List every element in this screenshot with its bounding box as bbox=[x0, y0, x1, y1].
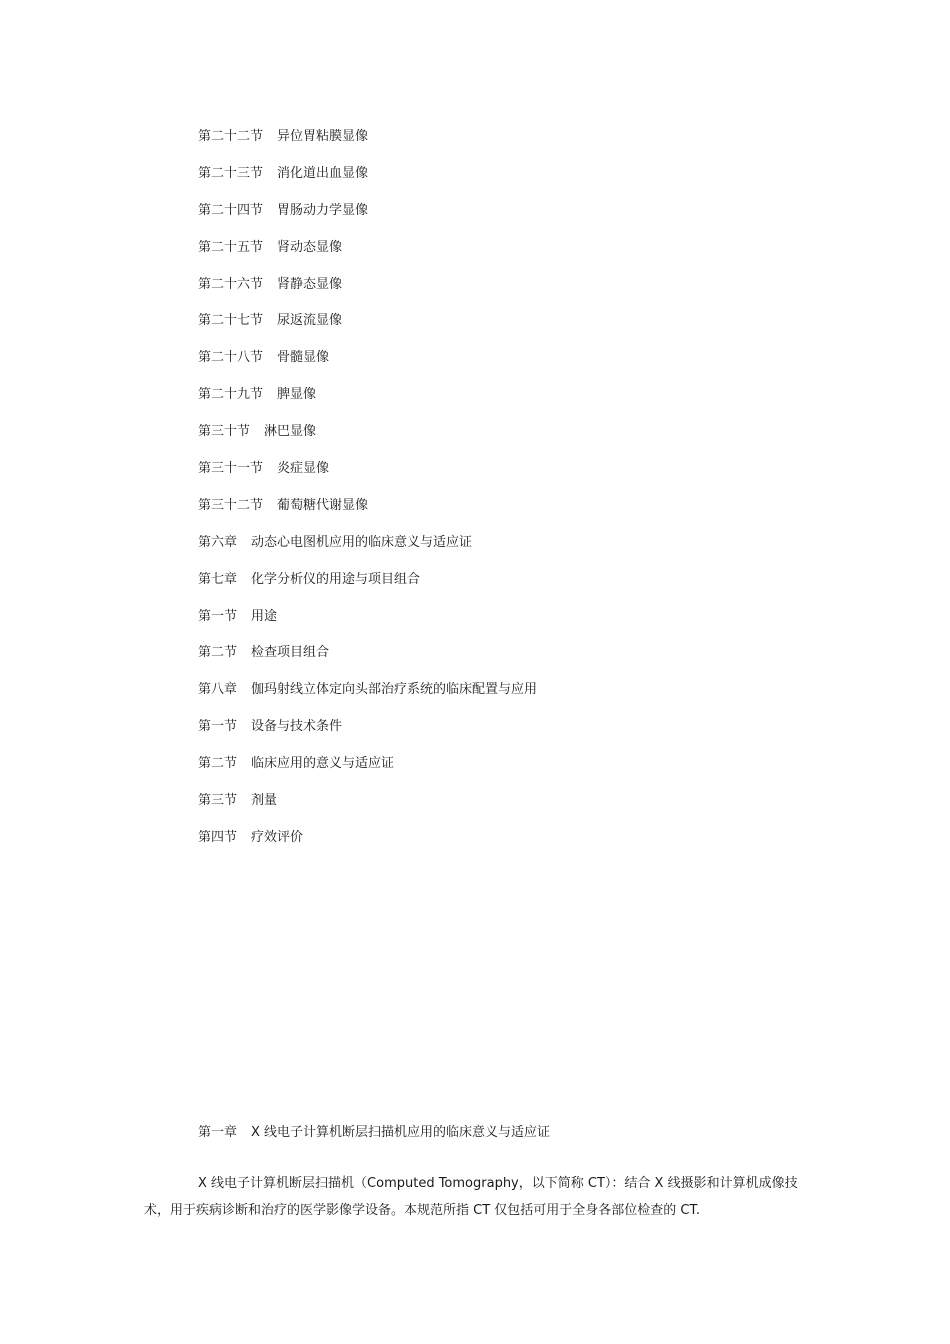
toc-entry bbox=[198, 753, 537, 790]
toc-entry-number: 第三节 bbox=[198, 793, 238, 809]
toc-entry-number: 第八章 bbox=[198, 682, 238, 698]
toc-entry-title: 葡萄糖代谢显像 bbox=[277, 497, 369, 513]
toc-entry-number: 第二十六节 bbox=[198, 276, 264, 292]
toc-entry bbox=[198, 200, 537, 237]
toc-entry-title: 用途 bbox=[251, 608, 278, 624]
toc-entry bbox=[198, 384, 537, 421]
toc-entry bbox=[198, 532, 537, 569]
chapter-number: 第一章 bbox=[198, 1125, 238, 1140]
toc-entry-title: 疗效评价 bbox=[251, 829, 304, 845]
body-paragraph: X 线电子计算机断层扫描机（Computed Tomography，以下简称 CT）：结合 X 线摄影和计算机成像技术，用于疾病诊断和治疗的医学影像学设备。本规范所指 CT 仅包括可用于全身各部位检查的 CT. bbox=[144, 1176, 798, 1218]
toc-entry-number: 第二节 bbox=[198, 645, 238, 661]
toc-entry-title: 肾静态显像 bbox=[277, 276, 343, 292]
toc-entry bbox=[198, 163, 537, 200]
toc-entry bbox=[198, 347, 537, 384]
toc-entry-number: 第三十节 bbox=[198, 424, 251, 440]
toc-entry bbox=[198, 642, 537, 679]
toc-entry bbox=[198, 606, 537, 643]
toc-entry-number: 第四节 bbox=[198, 829, 238, 845]
toc-entry-number: 第二十九节 bbox=[198, 387, 264, 403]
toc-entry-number: 第二十八节 bbox=[198, 350, 264, 366]
toc-entry-title: 检查项目组合 bbox=[251, 645, 330, 661]
toc-entry-title: 临床应用的意义与适应证 bbox=[251, 756, 395, 772]
toc-entry bbox=[198, 237, 537, 274]
table-of-contents bbox=[198, 126, 537, 864]
chapter-heading bbox=[198, 1122, 550, 1144]
toc-entry bbox=[198, 274, 537, 311]
toc-entry-title: 淋巴显像 bbox=[264, 424, 317, 440]
toc-entry-number: 第二十七节 bbox=[198, 313, 264, 329]
toc-entry-title: 胃肠动力学显像 bbox=[277, 202, 369, 218]
toc-entry-number: 第二十五节 bbox=[198, 239, 264, 255]
toc-entry-title: 异位胃粘膜显像 bbox=[277, 129, 369, 144]
toc-entry-title: 肾动态显像 bbox=[277, 239, 343, 255]
toc-entry-number: 第七章 bbox=[198, 571, 238, 587]
toc-entry-title: 骨髓显像 bbox=[277, 350, 330, 366]
toc-entry-title: 消化道出血显像 bbox=[277, 165, 369, 181]
toc-entry-title: 伽玛射线立体定向头部治疗系统的临床配置与应用 bbox=[251, 682, 538, 698]
toc-entry-title: 尿返流显像 bbox=[277, 313, 343, 329]
toc-entry-number: 第三十一节 bbox=[198, 461, 264, 477]
toc-entry bbox=[198, 310, 537, 347]
toc-entry-title: 炎症显像 bbox=[277, 461, 330, 477]
toc-entry bbox=[198, 827, 537, 864]
toc-entry bbox=[198, 126, 537, 163]
toc-entry-number: 第三十二节 bbox=[198, 497, 264, 513]
toc-entry-title: 设备与技术条件 bbox=[251, 719, 343, 735]
toc-entry bbox=[198, 569, 537, 606]
toc-entry-title: 动态心电图机应用的临床意义与适应证 bbox=[251, 534, 473, 550]
toc-entry-number: 第二十三节 bbox=[198, 165, 264, 181]
toc-entry bbox=[198, 421, 537, 458]
toc-entry bbox=[198, 790, 537, 827]
toc-entry-number: 第二节 bbox=[198, 756, 238, 772]
toc-entry-number: 第二十四节 bbox=[198, 202, 264, 218]
toc-entry bbox=[198, 679, 537, 716]
toc-entry bbox=[198, 458, 537, 495]
toc-entry bbox=[198, 716, 537, 753]
chapter-title: X 线电子计算机断层扫描机应用的临床意义与适应证 bbox=[251, 1125, 551, 1140]
toc-entry-number: 第一节 bbox=[198, 719, 238, 735]
toc-entry-number: 第六章 bbox=[198, 534, 238, 550]
toc-entry-title: 化学分析仪的用途与项目组合 bbox=[251, 571, 421, 587]
toc-entry-title: 脾显像 bbox=[277, 387, 317, 403]
toc-entry-number: 第一节 bbox=[198, 608, 238, 624]
toc-entry-number: 第二十二节 bbox=[198, 129, 264, 144]
toc-entry bbox=[198, 495, 537, 532]
toc-entry-title: 剂量 bbox=[251, 793, 278, 809]
